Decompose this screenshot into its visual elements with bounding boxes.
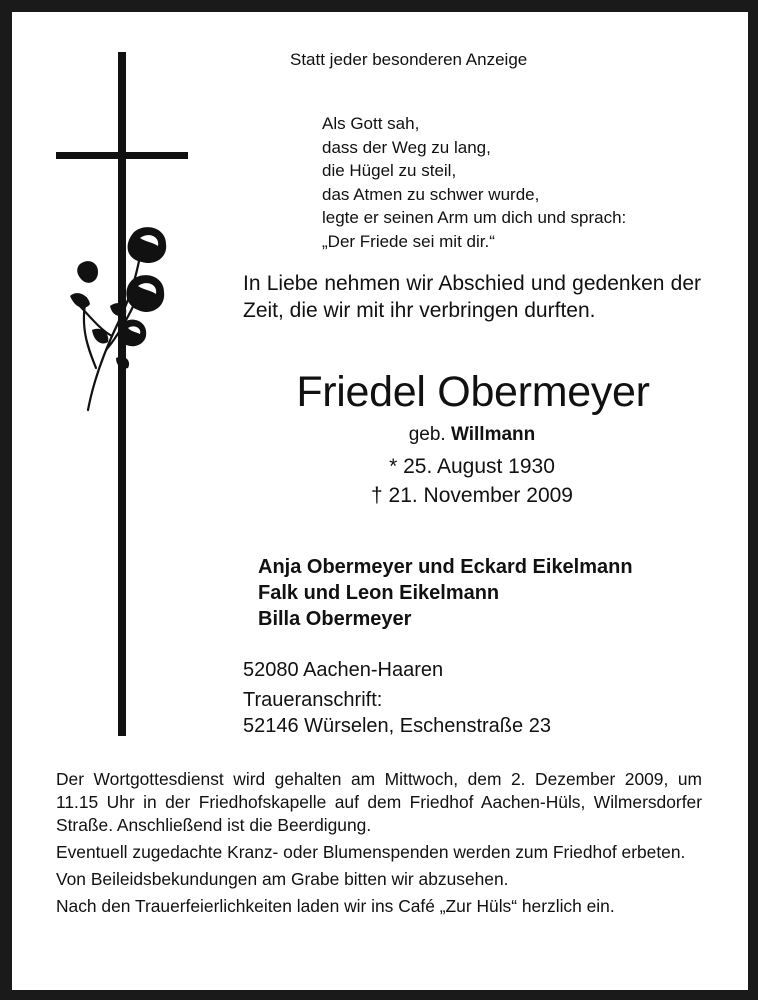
poem-line: dass der Weg zu lang, [322,137,491,157]
family-list [258,554,633,632]
notice-paragraph: Eventuell zugedachte Kranz- oder Blumenspenden werden zum Friedhof erbeten. [56,842,686,862]
family-member: Billa Obermeyer [258,608,412,630]
death-date: † 21. November 2009 [371,484,573,507]
location: 52080 Aachen-Haaren [243,659,444,681]
family-member: Anja Obermeyer und Eckard Eikelmann [258,556,633,578]
nee-name: Willmann [450,424,536,445]
poem-line: das Atmen zu schwer wurde, [322,184,540,204]
notice-paragraph: Von Beileidsbekundungen am Grabe bitten wir abzusehen. [56,869,509,889]
notice-header: Statt jeder besonderen Anzeige [290,50,528,69]
poem [322,112,626,253]
address-street: 52146 Würselen, Eschenstraße 23 [243,715,551,737]
birth-name [243,424,701,446]
intro-text: In Liebe nehmen wir Abschied und gedenken der Zeit, die wir mit ihr verbringen durften. [243,272,701,322]
cross-icon-crossbar [56,152,188,159]
poem-line: „Der Friede sei mit dir.“ [322,231,495,251]
address-label: Traueranschrift: [243,689,383,711]
birth-date: * 25. August 1930 [389,455,555,478]
notice-paragraph: Nach den Trauerfeierlichkeiten laden wir ins Café „Zur Hüls“ herzlich ein. [56,896,615,916]
family-member: Falk und Leon Eikelmann [258,582,500,604]
deceased-name: Friedel Obermeyer [296,368,650,416]
poem-line: die Hügel zu steil, [322,161,457,180]
notices [56,768,702,922]
poem-line: legte er seinen Arm um dich und sprach: [322,208,627,227]
poem-line: Als Gott sah, [322,114,420,133]
nee-prefix: geb. [408,424,446,445]
notice-paragraph: Der Wortgottesdienst wird gehalten am Mittwoch, dem 2. Dezember 2009, um 11.15 Uhr in der Friedhofskapelle auf dem Friedhof Aachen-Hüls, Wilmersdorfer Straße. Anschließend ist die Beerdigung. [56,769,702,835]
